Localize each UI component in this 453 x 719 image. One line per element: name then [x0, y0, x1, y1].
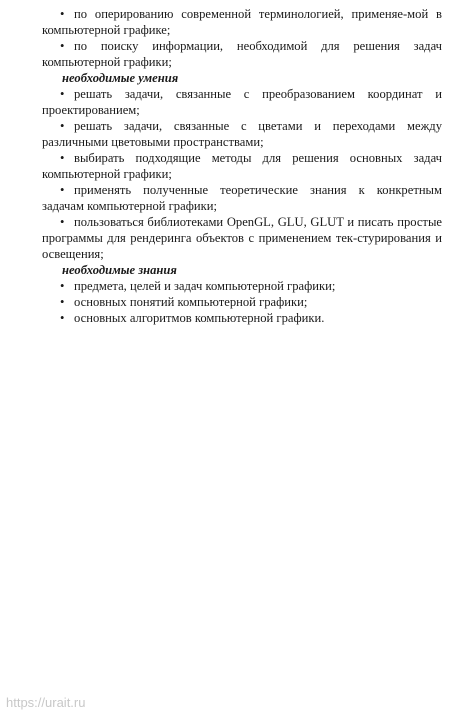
bullet-text: основных алгоритмов компьютерной графики.: [74, 311, 325, 325]
bullet-text: выбирать подходящие методы для решения основных задач компьютерной графики;: [42, 151, 442, 181]
bullet-item: [42, 278, 442, 294]
bullet-item: [42, 310, 442, 326]
bullet-glyph: •: [60, 295, 65, 309]
section-heading-knowledge: необходимые знания: [62, 263, 177, 277]
bullet-item: [42, 38, 442, 70]
bullet-glyph: •: [60, 215, 65, 229]
document-page: [42, 6, 442, 326]
bullet-text: основных понятий компьютерной графики;: [74, 295, 308, 309]
bullet-glyph: •: [60, 7, 65, 21]
bullet-item: [42, 6, 442, 38]
watermark-url: https://urait.ru: [6, 695, 86, 710]
section-heading-skills: необходимые умения: [62, 71, 179, 85]
bullet-item: [42, 294, 442, 310]
bullet-glyph: •: [60, 87, 65, 101]
bullet-text: решать задачи, связанные с цветами и переходами между различными цветовыми пространствами;: [42, 119, 442, 149]
bullet-glyph: •: [60, 279, 65, 293]
bullet-glyph: •: [60, 183, 65, 197]
bullet-glyph: •: [60, 151, 65, 165]
bullet-item: [42, 86, 442, 118]
bullet-item: [42, 182, 442, 214]
bullet-text: предмета, целей и задач компьютерной графики;: [74, 279, 336, 293]
bullet-text: применять полученные теоретические знания к конкретным задачам компьютерной графики;: [42, 183, 442, 213]
bullet-text: по поиску информации, необходимой для решения задач компьютерной графики;: [42, 39, 442, 69]
bullet-glyph: •: [60, 311, 65, 325]
bullet-glyph: •: [60, 39, 65, 53]
bullet-text: пользоваться библиотеками OpenGL, GLU, GLUT и писать простые программы для рендеринга объектов с применением тек-стурирования и освещения;: [42, 215, 442, 261]
bullet-text: по оперированию современной терминологией, применяе-мой в компьютерной графике;: [42, 7, 442, 37]
bullet-item: [42, 118, 442, 150]
bullet-text: решать задачи, связанные с преобразованием координат и проектированием;: [42, 87, 442, 117]
bullet-glyph: •: [60, 119, 65, 133]
bullet-item: [42, 214, 442, 262]
bullet-item: [42, 150, 442, 182]
